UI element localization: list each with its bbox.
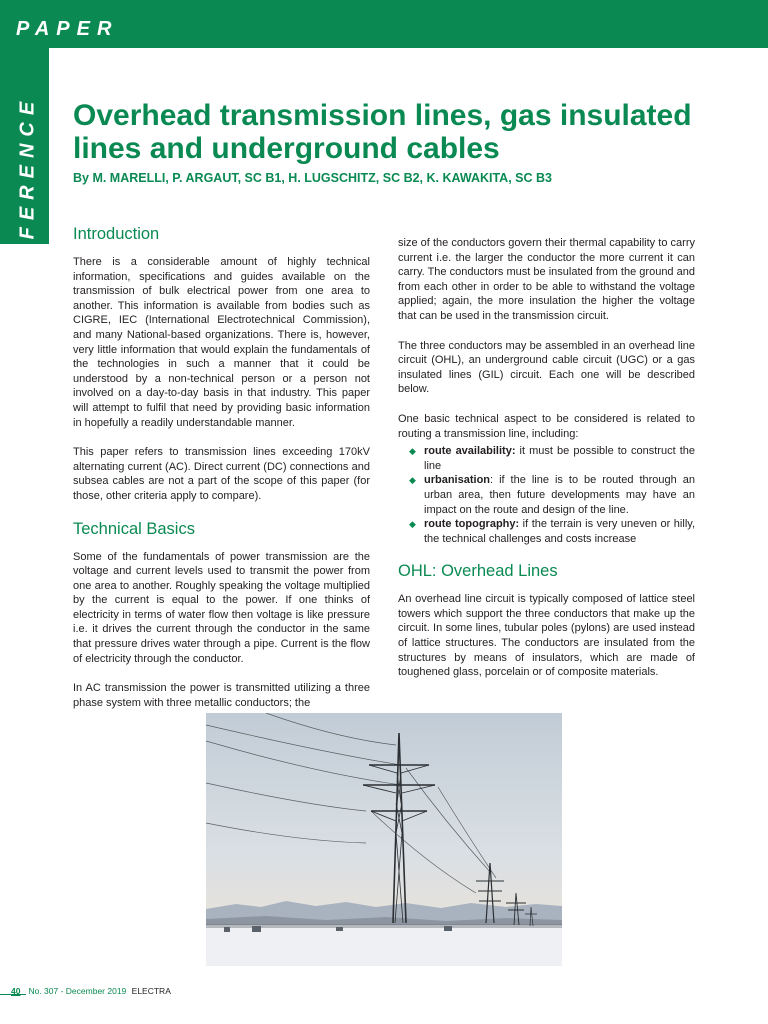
list-item-text: : if the line is to be routed through an urban area, then future developments may have an impact on the route and design of the line. — [424, 474, 695, 516]
page-footer — [11, 986, 171, 996]
intro-heading: Introduction — [73, 225, 160, 243]
list-item — [398, 517, 695, 546]
left-column — [73, 224, 370, 725]
list-item-text: it must be possible to construct the line — [424, 445, 695, 472]
ohl-paragraph: An overhead line circuit is typically composed of lattice steel towers which support the three conductors that make up the circuit. In some lines, tubular poles (pylons) are used instead of lattice structures. The conductors are insulated from the structures by means of insulators, which are made of toughened glass, porcelain or of composite materials. — [398, 593, 695, 679]
intro-paragraph-2: This paper refers to transmission lines exceeding 170kV alternating current (AC). Direct current (DC) connections and subsea cables are not a part of the scope of this paper (for those, other criteria apply to compare). — [73, 446, 370, 502]
conductors-paragraph: size of the conductors govern their thermal capability to carry current i.e. the larger the conductor the more current it can carry. The conductors must be insulated from the ground and from each other in order to be able to withstand the voltage applied; again, the more insulation the higher the voltage that can be used in the transmission circuit. — [398, 237, 695, 322]
ohl-heading: OHL: Overhead Lines — [398, 562, 558, 581]
list-item-term: route topography: — [424, 518, 520, 531]
technical-basics-heading: Technical Basics — [73, 519, 195, 538]
article-authors: By M. MARELLI, P. ARGAUT, SC B1, H. LUGSCHITZ, SC B2, K. KAWAKITA, SC B3 — [73, 171, 552, 185]
technical-paragraph-2: In AC transmission the power is transmitted utilizing a three phase system with three metallic conductors; the — [73, 682, 370, 709]
list-item — [398, 444, 695, 473]
list-item-term: route availability: — [424, 445, 516, 458]
side-band — [0, 48, 49, 282]
intro-paragraph-1: There is a considerable amount of highly technical information, specifications and guides available on the transmission of bulk electrical power from one area to another. This information is available from bodies such as CIGRE, IEC (International Electrotechnical Commission), and many National-based organizations. There is, however, very little information that would explain the fundamentals of the technologies in such a manner that it could be understood by a non-technical person or a person not involved on a day-to-day basis in that industry. This paper will attempt to fulfil that need by providing basic information in hopefully a readily understandable manner. — [73, 256, 370, 429]
diamond-bullet-icon: ◆ — [409, 519, 416, 530]
list-item — [398, 473, 695, 517]
page-number: 40 — [11, 986, 21, 996]
article-title: Overhead transmission lines, gas insulated lines and underground cables — [73, 99, 692, 165]
circuit-types-paragraph: The three conductors may be assembled in an overhead line circuit (OHL), an underground cable circuit (UGC) or a gas insulated lines (GIL) circuit. Each one will be described below. — [398, 339, 695, 396]
issue-info: No. 307 - December 2019 — [28, 986, 127, 996]
routing-paragraph: One basic technical aspect to be considered is related to routing a transmission line, including: — [398, 412, 695, 440]
transmission-tower-photo — [206, 713, 562, 966]
diamond-bullet-icon: ◆ — [409, 446, 416, 457]
routing-list — [398, 444, 695, 546]
journal-name: ELECTRA — [131, 986, 171, 996]
diamond-bullet-icon: ◆ — [409, 475, 416, 486]
right-column — [398, 236, 695, 695]
header-band — [0, 0, 768, 48]
list-item-text: if the terrain is very uneven or hilly, the technical challenges and costs increase — [424, 518, 695, 545]
technical-paragraph-1: Some of the fundamentals of power transmission are the voltage and current levels used to transmit the power from one area to another. Roughly speaking the voltage multiplied by the current is equal to the power. If one thinks of electricity in terms of water flow then voltage is like pressure i.e. it drives the current through the conductor in the same that pressure drives water through a pipe. Current is the flow of electricity through the conductor. — [73, 550, 370, 665]
section-label: PAPER — [16, 18, 119, 40]
list-item-term: urbanisation — [424, 474, 491, 487]
side-label: REFERENCE — [16, 94, 39, 282]
